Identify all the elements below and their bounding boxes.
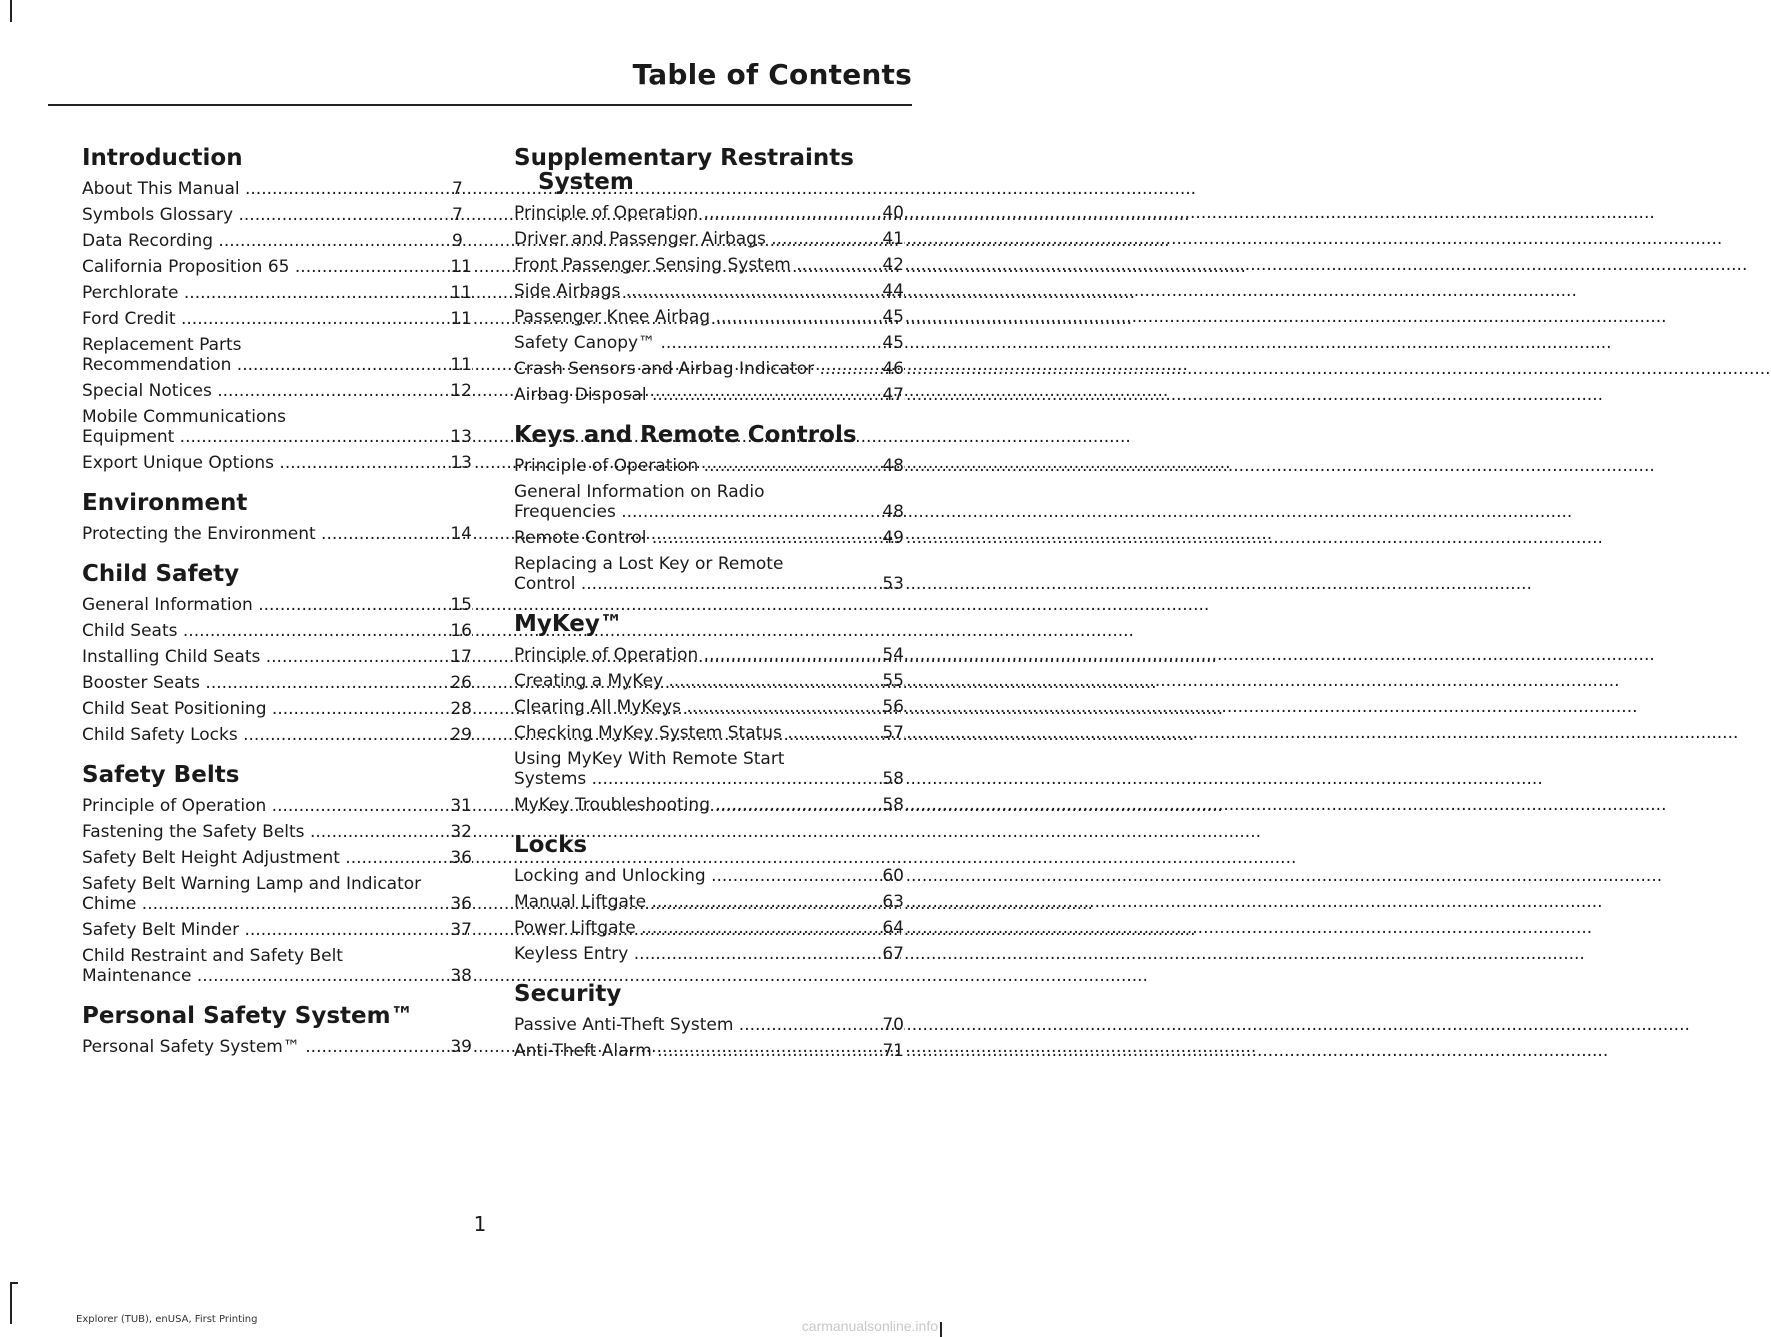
entry-title-line2 bbox=[82, 427, 472, 447]
toc-entry[interactable] bbox=[82, 595, 472, 615]
entry-page-number: 48 bbox=[882, 456, 904, 476]
toc-entry[interactable] bbox=[82, 874, 472, 914]
toc-section bbox=[82, 146, 472, 473]
entry-title-text: Crash Sensors and Airbag Indicator bbox=[514, 359, 815, 379]
toc-entry[interactable] bbox=[82, 453, 472, 473]
toc-entry[interactable] bbox=[514, 307, 904, 327]
entry-title-text: Equipment bbox=[82, 427, 175, 447]
entry-title-text: Maintenance bbox=[82, 966, 192, 986]
entry-page-number: 63 bbox=[882, 892, 904, 912]
entry-title-text: Special Notices bbox=[82, 381, 212, 401]
crop-mark-bottom-left-h bbox=[10, 1282, 18, 1284]
entry-page-number: 48 bbox=[882, 502, 904, 522]
entry-title-line2 bbox=[82, 355, 472, 375]
entry-title-text: Ford Credit bbox=[82, 309, 176, 329]
toc-entry[interactable] bbox=[514, 866, 904, 886]
entry-title bbox=[82, 822, 472, 842]
entry-title-line1: Using MyKey With Remote Start bbox=[514, 749, 785, 769]
entry-title-text: Airbag Disposal bbox=[514, 385, 647, 405]
entry-page-number: 60 bbox=[882, 866, 904, 886]
toc-entry[interactable] bbox=[514, 554, 904, 594]
entry-title bbox=[82, 796, 472, 816]
entry-title-line1: Child Restraint and Safety Belt bbox=[82, 946, 343, 966]
entry-title-text: Safety Belt Minder bbox=[82, 920, 240, 940]
toc-entry[interactable] bbox=[514, 456, 904, 476]
entry-title bbox=[82, 725, 472, 745]
entry-title bbox=[514, 671, 904, 691]
toc-entry[interactable] bbox=[82, 283, 472, 303]
entry-page-number: 39 bbox=[450, 1037, 472, 1057]
toc-entry[interactable] bbox=[82, 381, 472, 401]
toc-entry[interactable] bbox=[514, 944, 904, 964]
entry-page-number: 11 bbox=[450, 283, 472, 303]
entry-title bbox=[514, 333, 904, 353]
entry-title-line2 bbox=[514, 502, 904, 522]
toc-section bbox=[514, 612, 904, 815]
entry-title-text: Anti-Theft Alarm bbox=[514, 1041, 652, 1061]
entry-page-number: 53 bbox=[882, 574, 904, 594]
toc-entry[interactable] bbox=[82, 179, 472, 199]
entry-title-line1: Safety Belt Warning Lamp and Indicator bbox=[82, 874, 422, 894]
crop-mark-top-left bbox=[10, 0, 12, 22]
toc-entry[interactable] bbox=[82, 205, 472, 225]
page-title: Table of Contents bbox=[632, 58, 912, 91]
entry-title-text: Installing Child Seats bbox=[82, 647, 261, 667]
toc-entry[interactable] bbox=[514, 671, 904, 691]
entry-page-number: 47 bbox=[882, 385, 904, 405]
entry-title-text: Perchlorate bbox=[82, 283, 179, 303]
entry-page-number: 11 bbox=[450, 257, 472, 277]
entry-page-number: 17 bbox=[450, 647, 472, 667]
toc-entry[interactable] bbox=[514, 892, 904, 912]
toc-section bbox=[514, 146, 904, 405]
entry-title bbox=[82, 1037, 472, 1057]
entry-page-number: 36 bbox=[450, 848, 472, 868]
entry-title-text: Checking MyKey System Status bbox=[514, 723, 782, 743]
entry-page-number: 11 bbox=[450, 355, 472, 375]
toc-entry[interactable] bbox=[514, 359, 904, 379]
entry-title bbox=[82, 231, 472, 251]
toc-section bbox=[514, 833, 904, 964]
entry-page-number: 40 bbox=[882, 203, 904, 223]
entry-title bbox=[514, 456, 904, 476]
entry-title-text: Driver and Passenger Airbags bbox=[514, 229, 766, 249]
entry-title bbox=[514, 795, 904, 815]
toc-entry[interactable] bbox=[82, 822, 472, 842]
entry-title-text: Remote Control bbox=[514, 528, 647, 548]
entry-title bbox=[82, 647, 472, 667]
entry-title-text: Keyless Entry bbox=[514, 944, 629, 964]
entry-title-text: Protecting the Environment bbox=[82, 524, 316, 544]
toc-entry[interactable] bbox=[514, 918, 904, 938]
entry-page-number: 42 bbox=[882, 255, 904, 275]
entry-title-line2 bbox=[82, 966, 472, 986]
entry-title-text: Control bbox=[514, 574, 576, 594]
entry-page-number: 16 bbox=[450, 621, 472, 641]
section-heading: Locks bbox=[514, 832, 588, 858]
section-heading-line1: Supplementary Restraints bbox=[514, 145, 854, 171]
entry-title bbox=[82, 381, 472, 401]
toc-section bbox=[82, 763, 472, 986]
entry-page-number: 9 bbox=[471, 231, 472, 251]
section-heading: Introduction bbox=[82, 145, 243, 171]
entry-page-number: 13 bbox=[450, 453, 472, 473]
entry-title-text: Power Liftgate bbox=[514, 918, 636, 938]
footer-edition: Explorer (TUB), enUSA, First Printing bbox=[76, 1314, 258, 1325]
entry-title bbox=[514, 203, 904, 223]
entry-title-line1: Replacement Parts bbox=[82, 335, 242, 355]
entry-page-number: 56 bbox=[882, 697, 904, 717]
toc-entry[interactable] bbox=[514, 203, 904, 223]
section-heading: Personal Safety System™ bbox=[82, 1003, 414, 1029]
section-heading: Keys and Remote Controls bbox=[514, 422, 857, 448]
entry-page-number: 36 bbox=[450, 894, 472, 914]
entry-page-number: 12 bbox=[450, 381, 472, 401]
section-heading-line2: System bbox=[538, 169, 634, 195]
toc-entry[interactable] bbox=[82, 335, 472, 375]
entry-page-number: 55 bbox=[882, 671, 904, 691]
toc-entry[interactable] bbox=[514, 723, 904, 743]
entry-page-number: 31 bbox=[450, 796, 472, 816]
section-heading bbox=[514, 146, 904, 194]
toc-section bbox=[514, 982, 904, 1061]
toc-entry[interactable] bbox=[82, 725, 472, 745]
entry-page-number: 46 bbox=[882, 359, 904, 379]
crop-mark-bottom-left bbox=[10, 1282, 12, 1324]
toc-entry[interactable] bbox=[82, 946, 472, 986]
entry-title-text: Principle of Operation bbox=[82, 796, 267, 816]
entry-title-text: Passenger Knee Airbag bbox=[514, 307, 711, 327]
entry-page-number: 14 bbox=[450, 524, 472, 544]
entry-title-text: California Proposition 65 bbox=[82, 257, 290, 277]
entry-title bbox=[82, 257, 472, 277]
entry-page-number: 38 bbox=[450, 966, 472, 986]
entry-title-text: Safety Belt Height Adjustment bbox=[82, 848, 340, 868]
entry-title-text: Clearing All MyKeys bbox=[514, 697, 682, 717]
entry-page-number: 7 bbox=[471, 179, 472, 199]
entry-page-number: 57 bbox=[882, 723, 904, 743]
entry-title bbox=[514, 697, 904, 717]
entry-title-text: MyKey Troubleshooting bbox=[514, 795, 710, 815]
toc-entry[interactable] bbox=[82, 796, 472, 816]
entry-title bbox=[82, 673, 472, 693]
entry-title-text: Principle of Operation bbox=[514, 456, 699, 476]
entry-page-number: 45 bbox=[882, 333, 904, 353]
entry-title-line2 bbox=[514, 574, 904, 594]
entry-page-number: 58 bbox=[882, 795, 904, 815]
entry-title bbox=[82, 621, 472, 641]
toc-entry[interactable] bbox=[82, 673, 472, 693]
entry-title-line2 bbox=[514, 769, 904, 789]
entry-title bbox=[82, 699, 472, 719]
entry-title-line1: Mobile Communications bbox=[82, 407, 287, 427]
toc-entry[interactable] bbox=[514, 528, 904, 548]
entry-title bbox=[514, 385, 904, 405]
toc-entry[interactable] bbox=[514, 1041, 904, 1061]
entry-page-number: 15 bbox=[450, 595, 472, 615]
entry-title-text: Systems bbox=[514, 769, 587, 789]
entry-title-text: Creating a MyKey bbox=[514, 671, 664, 691]
toc-section bbox=[82, 562, 472, 745]
entry-title-text: Manual Liftgate bbox=[514, 892, 647, 912]
toc-entry[interactable] bbox=[82, 309, 472, 329]
entry-title-line2 bbox=[82, 894, 472, 914]
toc-entry[interactable] bbox=[514, 255, 904, 275]
entry-title-line1: General Information on Radio bbox=[514, 482, 765, 502]
entry-page-number: 45 bbox=[882, 307, 904, 327]
entry-title-text: Principle of Operation bbox=[514, 203, 699, 223]
entry-title-text: Recommendation bbox=[82, 355, 232, 375]
toc-entry[interactable] bbox=[514, 281, 904, 301]
entry-page-number: 49 bbox=[882, 528, 904, 548]
watermark: carmanualsonline.info bbox=[801, 1318, 938, 1334]
entry-title bbox=[514, 1015, 904, 1035]
toc-entry[interactable] bbox=[514, 229, 904, 249]
page-number: 1 bbox=[473, 1212, 487, 1236]
entry-page-number: 32 bbox=[450, 822, 472, 842]
toc-entry[interactable] bbox=[82, 647, 472, 667]
crop-mark-bottom-right bbox=[940, 1322, 942, 1337]
entry-title bbox=[82, 283, 472, 303]
entry-title-text: Frequencies bbox=[514, 502, 616, 522]
toc-entry[interactable] bbox=[82, 699, 472, 719]
section-heading: Environment bbox=[82, 490, 248, 516]
entry-title-text: Chime bbox=[82, 894, 137, 914]
entry-title-text: About This Manual bbox=[82, 179, 240, 199]
entry-title-text: Side Airbags bbox=[514, 281, 621, 301]
entry-page-number: 29 bbox=[450, 725, 472, 745]
toc-entry[interactable] bbox=[82, 524, 472, 544]
entry-title bbox=[82, 179, 472, 199]
toc-section bbox=[514, 423, 904, 594]
entry-page-number: 41 bbox=[882, 229, 904, 249]
entry-title bbox=[514, 255, 904, 275]
entry-page-number: 64 bbox=[882, 918, 904, 938]
entry-title bbox=[514, 229, 904, 249]
toc-section bbox=[82, 1004, 472, 1057]
entry-title-text: General Information bbox=[82, 595, 253, 615]
toc-entry[interactable] bbox=[82, 920, 472, 940]
entry-title bbox=[514, 1041, 904, 1061]
entry-title bbox=[82, 524, 472, 544]
entry-page-number: 11 bbox=[450, 309, 472, 329]
entry-title bbox=[514, 307, 904, 327]
entry-title bbox=[514, 645, 904, 665]
entry-title bbox=[514, 723, 904, 743]
entry-title bbox=[514, 866, 904, 886]
entry-title-text: Passive Anti-Theft System bbox=[514, 1015, 734, 1035]
toc-entry[interactable] bbox=[514, 385, 904, 405]
entry-title bbox=[82, 309, 472, 329]
section-heading: Child Safety bbox=[82, 561, 240, 587]
entry-title-text: Child Safety Locks bbox=[82, 725, 238, 745]
toc-entry[interactable] bbox=[82, 407, 472, 447]
entry-page-number: 70 bbox=[882, 1015, 904, 1035]
entry-page-number: 58 bbox=[882, 769, 904, 789]
entry-title-line1: Replacing a Lost Key or Remote bbox=[514, 554, 784, 574]
entry-title bbox=[82, 920, 472, 940]
entry-title bbox=[514, 918, 904, 938]
toc-entry[interactable] bbox=[514, 333, 904, 353]
entry-title-text: Locking and Unlocking bbox=[514, 866, 706, 886]
entry-page-number: 67 bbox=[882, 944, 904, 964]
entry-title bbox=[514, 528, 904, 548]
toc-section bbox=[82, 491, 472, 544]
toc-right-column bbox=[514, 146, 904, 1079]
toc-entry[interactable] bbox=[82, 848, 472, 868]
entry-page-number: 71 bbox=[882, 1041, 904, 1061]
toc-entry[interactable] bbox=[82, 257, 472, 277]
title-divider bbox=[48, 104, 912, 106]
entry-page-number: 26 bbox=[450, 673, 472, 693]
entry-page-number: 13 bbox=[450, 427, 472, 447]
toc-entry[interactable] bbox=[514, 697, 904, 717]
entry-title-text: Personal Safety System™ bbox=[82, 1037, 300, 1057]
toc-entry[interactable] bbox=[514, 645, 904, 665]
entry-title-text: Principle of Operation bbox=[514, 645, 699, 665]
entry-title-text: Safety Canopy™ bbox=[514, 333, 656, 353]
entry-title-text: Child Seat Positioning bbox=[82, 699, 267, 719]
entry-title bbox=[514, 892, 904, 912]
entry-title bbox=[82, 453, 472, 473]
section-heading: Safety Belts bbox=[82, 762, 240, 788]
entry-title-text: Symbols Glossary bbox=[82, 205, 234, 225]
entry-title-text: Front Passenger Sensing System bbox=[514, 255, 791, 275]
entry-title-text: Child Seats bbox=[82, 621, 178, 641]
toc-entry[interactable] bbox=[82, 621, 472, 641]
entry-title bbox=[514, 944, 904, 964]
entry-page-number: 28 bbox=[450, 699, 472, 719]
entry-title bbox=[514, 359, 904, 379]
entry-title bbox=[82, 205, 472, 225]
entry-title bbox=[82, 848, 472, 868]
entry-title-text: Export Unique Options bbox=[82, 453, 275, 473]
entry-page-number: 54 bbox=[882, 645, 904, 665]
entry-page-number: 44 bbox=[882, 281, 904, 301]
entry-title bbox=[514, 281, 904, 301]
toc-left-column bbox=[82, 146, 472, 1075]
entry-title bbox=[82, 595, 472, 615]
toc-entry[interactable] bbox=[82, 231, 472, 251]
toc-entry[interactable] bbox=[514, 482, 904, 522]
toc-entry[interactable] bbox=[514, 749, 904, 789]
toc-entry[interactable] bbox=[514, 795, 904, 815]
entry-page-number: 7 bbox=[471, 205, 472, 225]
toc-entry[interactable] bbox=[82, 1037, 472, 1057]
toc-entry[interactable] bbox=[514, 1015, 904, 1035]
section-heading: MyKey™ bbox=[514, 611, 623, 637]
entry-title-text: Booster Seats bbox=[82, 673, 201, 693]
entry-page-number: 37 bbox=[450, 920, 472, 940]
entry-title-text: Fastening the Safety Belts bbox=[82, 822, 305, 842]
section-heading: Security bbox=[514, 981, 622, 1007]
entry-title-text: Data Recording bbox=[82, 231, 214, 251]
